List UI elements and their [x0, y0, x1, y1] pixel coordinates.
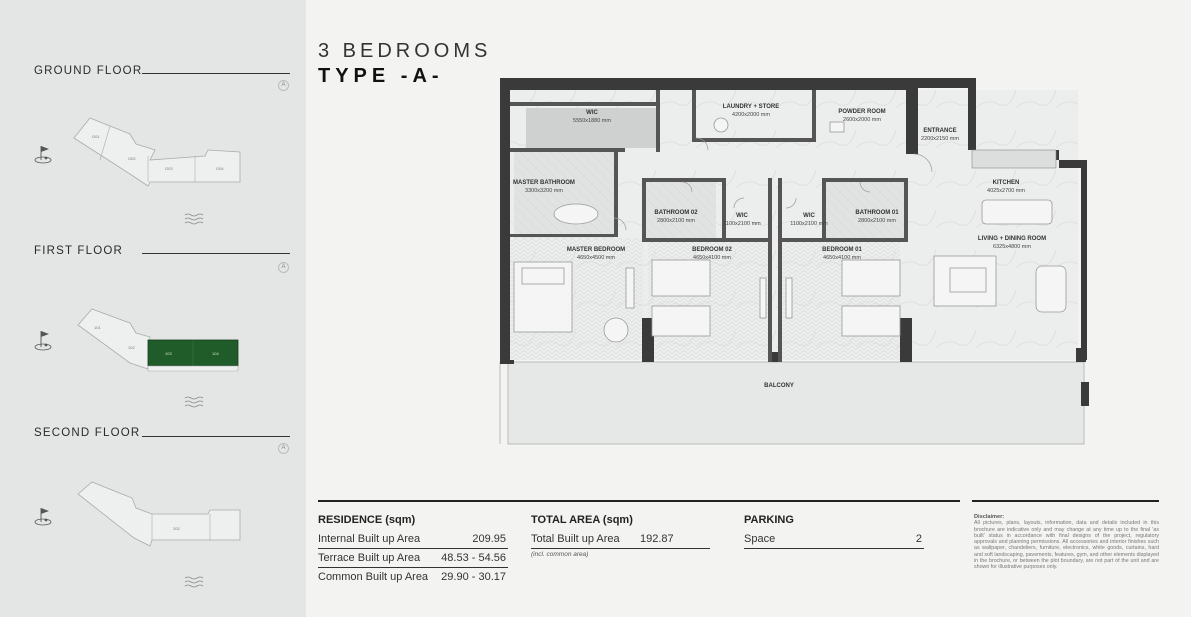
row-value: 29.90 - 30.17	[441, 571, 506, 583]
room-dimensions: 4025x2700 mm	[987, 188, 1025, 194]
room-label: MASTER BATHROOM	[513, 180, 575, 186]
row-value: 192.87	[640, 533, 674, 545]
unit-label: 101	[94, 325, 101, 330]
residence-title: RESIDENCE (sqm)	[318, 514, 416, 526]
room-label: LIVING + DINING ROOM	[977, 236, 1047, 242]
unit-label: 104	[212, 351, 219, 356]
unit-label: G04	[216, 166, 224, 171]
row-label: Total Built up Area	[531, 533, 620, 545]
room-label: ENTRANCE	[923, 128, 957, 134]
room-dimensions: 4650x4500 mm	[577, 255, 615, 261]
room-label: WIC	[586, 110, 598, 116]
room-label: BALCONY	[764, 383, 794, 389]
floor-title-ground: GROUND FLOOR	[34, 65, 143, 77]
floor-title-first: FIRST FLOOR	[34, 245, 124, 257]
row-label: Space	[744, 533, 776, 545]
first-floor-keyplan	[30, 295, 260, 415]
parking-title: PARKING	[744, 514, 794, 526]
north-marker-icon: A	[278, 262, 289, 273]
golf-flag-icon	[35, 146, 51, 163]
total-area-title: TOTAL AREA (sqm)	[531, 514, 633, 526]
unit-label: G03	[165, 166, 173, 171]
floor-plan	[496, 78, 1091, 448]
room-label: POWDER ROOM	[838, 109, 886, 115]
room-label: BEDROOM 02	[692, 247, 732, 253]
bedroom-count-heading: 3 BEDROOMS	[318, 40, 492, 62]
room-dimensions: 5550x1880 mm	[573, 118, 611, 124]
room-dimensions: 3300x3200 mm	[525, 188, 563, 194]
room-dimensions: 4650x4100 mm	[693, 255, 731, 261]
room-dimensions: 6325x4800 mm	[993, 244, 1031, 250]
unit-label: 103	[165, 351, 172, 356]
row-divider	[531, 548, 710, 549]
row-label: Terrace Built up Area	[318, 552, 421, 564]
total-area-note: (incl. common area)	[531, 551, 589, 558]
disclaimer-top-rule	[972, 500, 1159, 502]
floor-divider	[142, 436, 290, 437]
row-value: 48.53 - 54.56	[441, 552, 506, 564]
floor-divider	[142, 73, 290, 74]
room-label: WIC	[803, 213, 815, 219]
unit-label: G01	[92, 134, 100, 139]
unit-label: 202	[173, 526, 180, 531]
second-floor-keyplan	[30, 470, 260, 595]
floor-title-second: SECOND FLOOR	[34, 427, 141, 439]
room-label: BEDROOM 01	[822, 247, 862, 253]
room-label: KITCHEN	[992, 180, 1020, 186]
water-icon	[185, 214, 203, 224]
unit-label: G02	[128, 156, 136, 161]
ground-floor-keyplan	[30, 108, 260, 228]
disclaimer-text: All pictures, plans, layouts, information, data and details included in this brochure are indicative only and may change at any time up to the final 'as built' status in accordance with final designs of the project, regulatory approvals and planning permissions. All accessories and interior finishes such as wallpaper, chandeliers, furniture, electronics, white goods, curtains, hard and soft landscaping, pavements, features, gym, and other elements displayed in the brochure, or between the plot boundary, are not part of the unit and are shown for illustrative purposes only.	[974, 520, 1159, 571]
room-dimensions: 2200x2150 mm	[921, 136, 959, 142]
row-value: 209.95	[472, 533, 506, 545]
room-label: LAUNDRY + STORE	[722, 104, 780, 110]
water-icon	[185, 397, 203, 407]
golf-flag-icon	[35, 508, 51, 525]
unit-label: 102	[128, 345, 135, 350]
room-dimensions: 4650x4100 mm	[823, 255, 861, 261]
table-top-rule	[318, 500, 960, 502]
row-divider	[318, 548, 508, 549]
room-label: BATHROOM 01	[855, 210, 899, 216]
unit-type-heading: TYPE -A-	[318, 65, 444, 87]
water-icon	[185, 577, 203, 587]
room-dimensions: 1100x2100 mm	[723, 221, 761, 227]
room-label: WIC	[736, 213, 748, 219]
north-marker-icon: A	[278, 443, 289, 454]
room-dimensions: 1100x2100 mm	[790, 221, 828, 227]
room-label: MASTER BEDROOM	[566, 247, 626, 253]
room-dimensions: 2800x2100 mm	[657, 218, 695, 224]
room-dimensions: 2600x2000 mm	[843, 117, 881, 123]
north-marker-icon: A	[278, 80, 289, 91]
room-label: BATHROOM 02	[654, 210, 698, 216]
room-dimensions: 4200x2000 mm	[732, 112, 770, 118]
disclaimer	[974, 514, 1159, 571]
disclaimer-title: Disclaimer:	[974, 514, 1005, 520]
golf-flag-icon	[35, 331, 51, 350]
keyplan-panel	[0, 0, 306, 617]
floor-divider	[142, 253, 290, 254]
row-value: 2	[915, 533, 922, 545]
row-label: Internal Built up Area	[318, 533, 421, 545]
room-dimensions: 2800x2100 mm	[858, 218, 896, 224]
row-divider	[744, 548, 924, 549]
row-divider	[318, 567, 508, 568]
row-label: Common Built up Area	[318, 571, 429, 583]
